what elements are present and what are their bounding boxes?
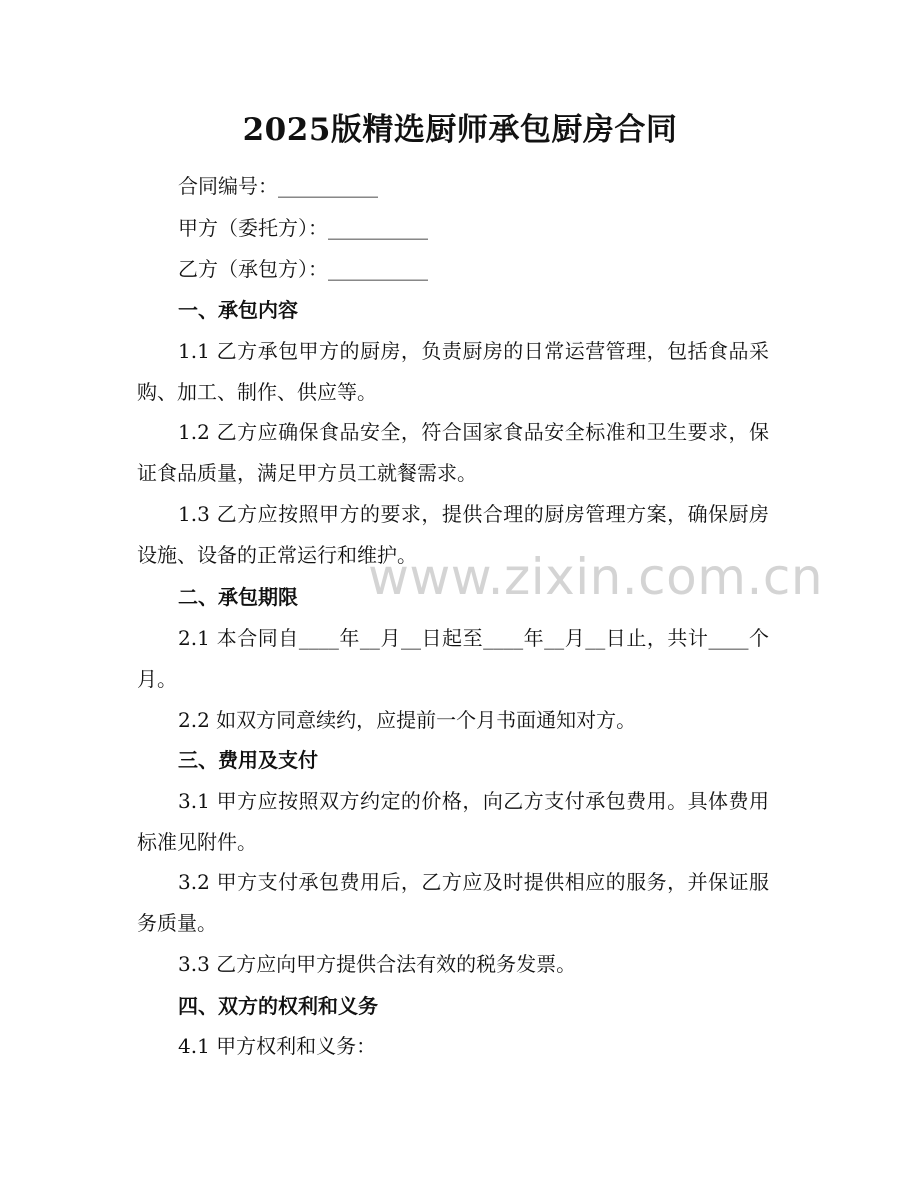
party-b-field: 乙方（承包方）：__________	[178, 257, 428, 281]
section-1-heading: 一、承包内容	[178, 298, 298, 322]
clause-3-2: 3.2 甲方支付承包费用后，乙方应及时提供相应的服务，并保证服务质量。	[137, 870, 769, 935]
clause-3-1: 3.1 甲方应按照双方约定的价格，向乙方支付承包费用。具体费用标准见附件。	[137, 789, 769, 854]
party-a-field: 甲方（委托方）：__________	[178, 216, 428, 240]
clause-4-1: 4.1 甲方权利和义务：	[178, 1034, 377, 1058]
document-title: 2025版精选厨师承包厨房合同	[242, 112, 678, 148]
section-2-heading: 二、承包期限	[178, 585, 298, 609]
clause-1-3: 1.3 乙方应按照甲方的要求，提供合理的厨房管理方案，确保厨房设施、设备的正常运行和维护。	[137, 502, 769, 567]
section-4-heading: 四、双方的权利和义务	[178, 994, 378, 1018]
watermark: www.zixin.com.cn	[368, 548, 824, 606]
section-3-heading: 三、费用及支付	[178, 748, 318, 772]
contract-number-field: 合同编号：__________	[178, 174, 378, 198]
clause-1-1: 1.1 乙方承包甲方的厨房，负责厨房的日常运营管理，包括食品采购、加工、制作、供应等。	[137, 339, 769, 404]
clause-1-2: 1.2 乙方应确保食品安全，符合国家食品安全标准和卫生要求，保证食品质量，满足甲方员工就餐需求。	[137, 420, 769, 485]
clause-2-2: 2.2 如双方同意续约，应提前一个月书面通知对方。	[178, 708, 637, 732]
clause-2-1: 2.1 本合同自____年__月__日起至____年__月__日止，共计____个月。	[137, 626, 769, 691]
clause-3-3: 3.3 乙方应向甲方提供合法有效的税务发票。	[178, 952, 577, 976]
